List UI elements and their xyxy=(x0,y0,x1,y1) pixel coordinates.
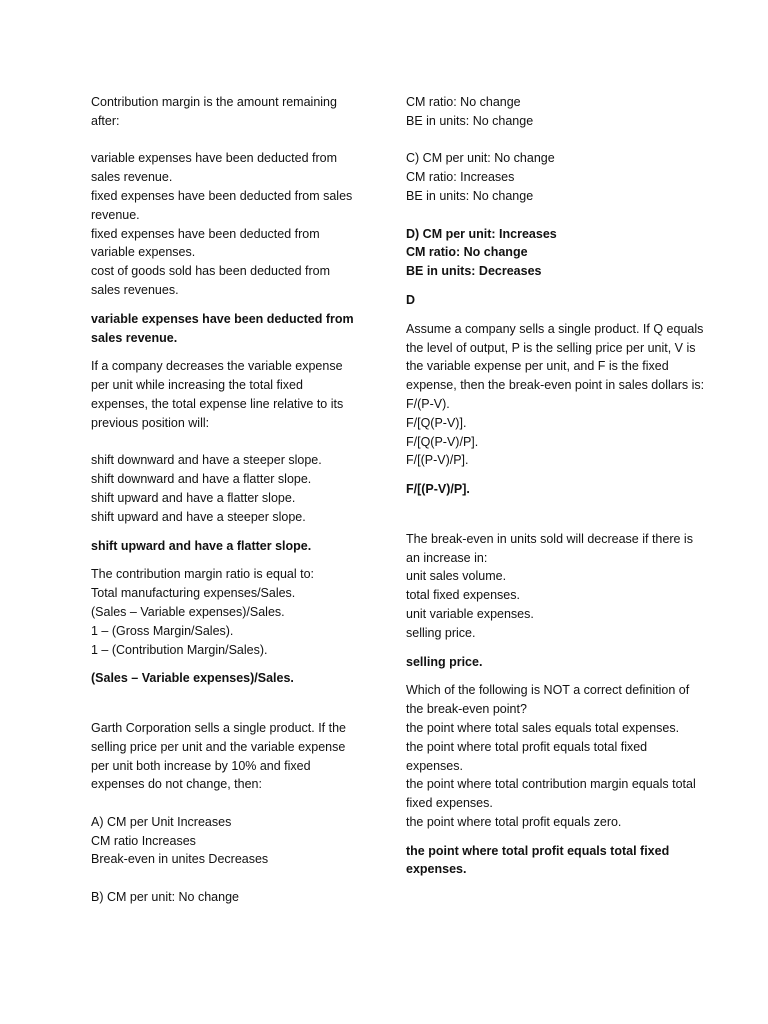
q4-option-a-line-1: A) CM per Unit Increases xyxy=(91,814,232,829)
q6-question: The break-even in units sold will decrease if there is an increase in: xyxy=(406,531,693,565)
q4-option-d-line-3: BE in units: Decreases xyxy=(406,264,542,279)
q6-option-3: unit variable expenses. xyxy=(406,606,534,621)
q5-option-4: F/[(P-V)/P]. xyxy=(406,453,469,468)
q7-question: Which of the following is NOT a correct definition of the break-even point? xyxy=(406,683,690,717)
q3-option-2: (Sales – Variable expenses)/Sales. xyxy=(91,604,285,619)
q6-option-1: unit sales volume. xyxy=(406,569,507,584)
q5-question: Assume a company sells a single product. If Q equals the level of output, P is the selling price per unit, V is the variable expense per unit, and F is the fixed expense, then the break-even point in sales dollars is: xyxy=(406,321,705,393)
q1-option-1: variable expenses have been deducted from sales revenue. xyxy=(91,151,337,185)
q6-option-4: selling price. xyxy=(406,625,476,640)
q7-option-3: the point where total contribution margin equals total fixed expenses. xyxy=(406,777,696,811)
q5-option-2: F/[Q(P-V)]. xyxy=(406,415,467,430)
q4-option-c-line-3: BE in units: No change xyxy=(406,188,534,203)
q1-answer: variable expenses have been deducted from sales revenue. xyxy=(91,311,354,345)
q3-option-1: Total manufacturing expenses/Sales. xyxy=(91,586,296,601)
q3-option-3: 1 – (Gross Margin/Sales). xyxy=(91,623,234,638)
q3-question: The contribution margin ratio is equal to: xyxy=(91,567,315,582)
q1-option-3: fixed expenses have been deducted from variable expenses. xyxy=(91,226,320,260)
q4-option-b-line-1: B) CM per unit: No change xyxy=(91,890,239,905)
q2-option-4: shift upward and have a steeper slope. xyxy=(91,509,306,524)
q2-option-3: shift upward and have a flatter slope. xyxy=(91,490,296,505)
q7-option-4: the point where total profit equals zero. xyxy=(406,814,622,829)
q5-option-3: F/[Q(P-V)/P]. xyxy=(406,434,479,449)
q7-option-2: the point where total profit equals total fixed expenses. xyxy=(406,739,648,773)
q4-option-d-line-1: D) CM per unit: Increases xyxy=(406,226,557,241)
q2-question: If a company decreases the variable expense per unit while increasing the total fixed expenses, the total expense line relative to its previous position will: xyxy=(91,359,344,430)
q4-answer: D xyxy=(406,292,416,307)
q5-option-1: F/(P-V). xyxy=(406,396,450,411)
q2-answer: shift upward and have a flatter slope. xyxy=(91,538,312,553)
q4-option-c-line-1: C) CM per unit: No change xyxy=(406,151,555,166)
q4-option-b-line-3: BE in units: No change xyxy=(406,113,534,128)
q4-option-a-line-2: CM ratio Increases xyxy=(91,833,196,848)
q1-option-4: cost of goods sold has been deducted from sales revenues. xyxy=(91,264,331,297)
q4-option-b-line-2: CM ratio: No change xyxy=(406,95,521,109)
q2-option-2: shift downward and have a flatter slope. xyxy=(91,472,312,487)
q5-answer: F/[(P-V)/P]. xyxy=(406,482,470,497)
q4-option-d-line-2: CM ratio: No change xyxy=(406,245,528,260)
right-column xyxy=(406,93,706,879)
q7-option-1: the point where total sales equals total expenses. xyxy=(406,720,680,735)
q7-answer: the point where total profit equals total fixed expenses. xyxy=(406,843,670,877)
q4-option-c-line-2: CM ratio: Increases xyxy=(406,170,515,185)
q3-option-4: 1 – (Contribution Margin/Sales). xyxy=(91,642,268,657)
q6-answer: selling price. xyxy=(406,654,483,669)
q1-option-2: fixed expenses have been deducted from sales revenue. xyxy=(91,188,353,222)
q4-option-a-line-3: Break-even in unites Decreases xyxy=(91,852,269,867)
q1-question: Contribution margin is the amount remaining after: xyxy=(91,95,337,128)
q2-option-1: shift downward and have a steeper slope. xyxy=(91,453,322,468)
q3-answer: (Sales – Variable expenses)/Sales. xyxy=(91,671,294,686)
left-column xyxy=(91,93,361,907)
q6-option-2: total fixed expenses. xyxy=(406,588,520,603)
q4-question: Garth Corporation sells a single product. If the selling price per unit and the variable expense per unit both increase by 10% and fixed expenses do not change, then: xyxy=(91,720,346,792)
